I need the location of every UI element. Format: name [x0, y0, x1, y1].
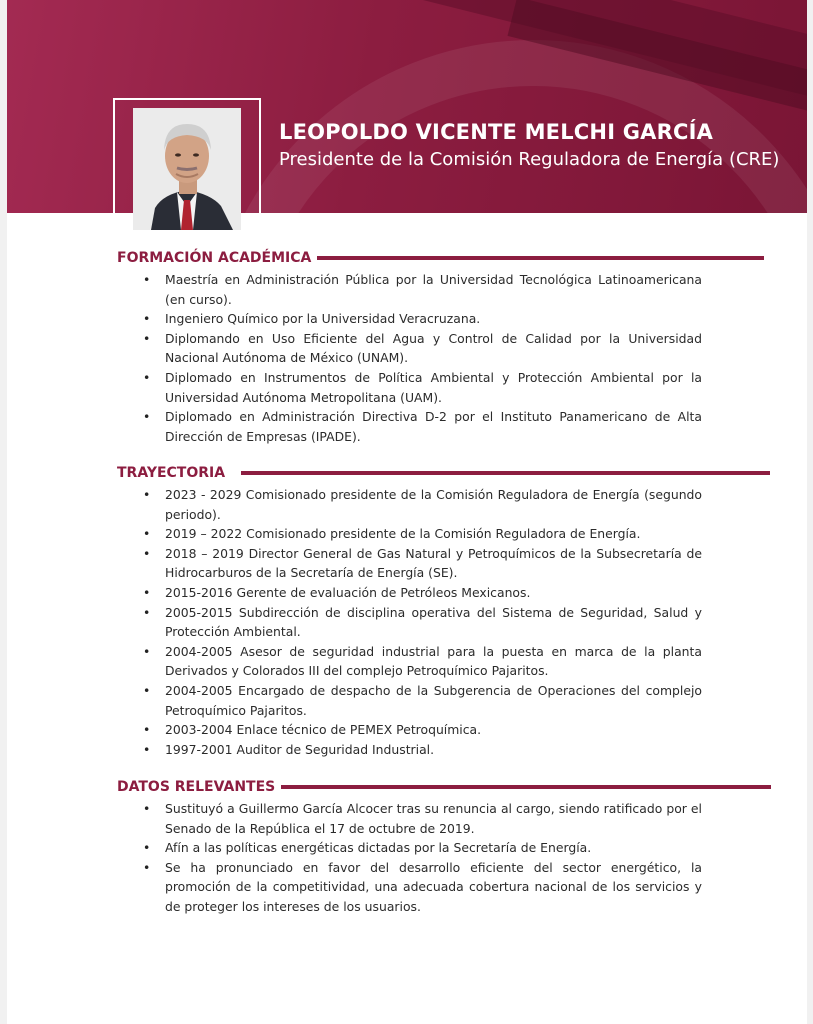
section-rule: [281, 785, 771, 789]
list-item: • 2018 – 2019 Director General de Gas Natural y Petroquímicos de la Subsecretaría de Hidrocarburos de la Secretaría de Energía (SE).: [165, 544, 702, 583]
list-item: • 2003-2004 Enlace técnico de PEMEX Petroquímica.: [165, 720, 702, 740]
list-item: • 2019 – 2022 Comisionado presidente de la Comisión Reguladora de Energía.: [165, 524, 702, 544]
list-item: • Maestría en Administración Pública por la Universidad Tecnológica Latinoamericana (en curso).: [165, 270, 702, 309]
list-item: • 2004-2005 Encargado de despacho de la Subgerencia de Operaciones del complejo Petroquímico Pajaritos.: [165, 681, 702, 720]
section-rule: [317, 256, 764, 260]
section-title: DATOS RELEVANTES: [117, 779, 276, 795]
list-item: • Diplomado en Administración Directiva D-2 por el Instituto Panamericano de Alta Dirección de Empresas (IPADE).: [165, 407, 702, 446]
list-item: • 2005-2015 Subdirección de disciplina operativa del Sistema de Seguridad, Salud y Protección Ambiental.: [165, 603, 702, 642]
list-item: • Diplomado en Instrumentos de Política Ambiental y Protección Ambiental por la Universidad Autónoma Metropolitana (UAM).: [165, 368, 702, 407]
list-item: • Sustituyó a Guillermo García Alcocer tras su renuncia al cargo, siendo ratificado por el Senado de la República el 17 de octubre de 2019.: [165, 799, 702, 838]
portrait-illustration: [133, 108, 241, 230]
section-formacion-heading: [117, 250, 764, 266]
section-rule: [241, 471, 770, 475]
list-item: • Afín a las políticas energéticas dictadas por la Secretaría de Energía.: [165, 838, 702, 858]
list-item: • 2015-2016 Gerente de evaluación de Petróleos Mexicanos.: [165, 583, 702, 603]
list-item: • Ingeniero Químico por la Universidad Veracruzana.: [165, 309, 702, 329]
section-title: FORMACIÓN ACADÉMICA: [117, 250, 312, 266]
list-item: • Diplomando en Uso Eficiente del Agua y Control de Calidad por la Universidad Nacional Autónoma de México (UNAM).: [165, 329, 702, 368]
document-page: [7, 0, 807, 1024]
trayectoria-list: [165, 485, 702, 759]
formacion-list: [165, 270, 702, 446]
datos-list: [165, 799, 702, 917]
portrait-photo: [133, 108, 241, 230]
person-role: Presidente de la Comisión Reguladora de Energía (CRE): [279, 149, 780, 170]
section-title: TRAYECTORIA: [117, 465, 226, 481]
section-trayectoria-heading: [117, 465, 770, 481]
section-datos-heading: [117, 779, 771, 795]
list-item: • 2023 - 2029 Comisionado presidente de la Comisión Reguladora de Energía (segundo periodo).: [165, 485, 702, 524]
person-name: LEOPOLDO VICENTE MELCHI GARCÍA: [279, 120, 714, 144]
list-item: • 2004-2005 Asesor de seguridad industrial para la puesta en marca de la planta Derivados y Colorados III del complejo Petroquímico Pajaritos.: [165, 642, 702, 681]
list-item: • Se ha pronunciado en favor del desarrollo eficiente del sector energético, la promoción de la competitividad, una adecuada cobertura nacional de los servicios y de proteger los intereses de los usuarios.: [165, 858, 702, 917]
list-item: • 1997-2001 Auditor de Seguridad Industrial.: [165, 740, 702, 760]
